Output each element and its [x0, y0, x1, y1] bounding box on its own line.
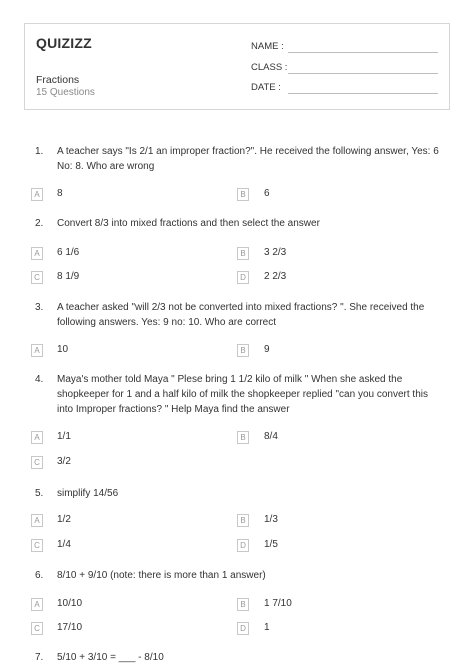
question-number: 1.: [35, 146, 44, 157]
option-text: 1/5: [264, 539, 278, 550]
option-letter-box: A: [31, 247, 43, 260]
option-text: 2 2/3: [264, 271, 287, 282]
option-text: 1/3: [264, 514, 278, 525]
option-text: 1/4: [57, 539, 71, 550]
option-letter-box: D: [237, 622, 249, 635]
option-text: 1/2: [57, 514, 71, 525]
question-text: [57, 144, 447, 174]
question-line: following answers. Yes: 9 no: 10. Who are correct: [57, 317, 277, 328]
option-letter-box: B: [237, 431, 249, 444]
option-text: 1: [264, 622, 270, 633]
option-text: 8 1/9: [57, 271, 80, 282]
option-text: 17/10: [57, 622, 83, 633]
option-letter-box: A: [31, 514, 43, 527]
option-letter-box: C: [31, 456, 43, 469]
option-text: 6 1/6: [57, 247, 80, 258]
option-letter-box: B: [237, 188, 249, 201]
name-line: [288, 52, 438, 53]
question-text: [57, 300, 447, 330]
option-text: 3/2: [57, 456, 71, 467]
option-letter-box: A: [31, 431, 43, 444]
question-number: 2.: [35, 218, 44, 229]
question-text: [57, 216, 447, 231]
question-line: simplify 14/56: [57, 488, 119, 499]
question-text: [57, 568, 447, 583]
question-text: [57, 650, 447, 665]
option-letter-box: D: [237, 539, 249, 552]
option-letter-box: B: [237, 514, 249, 527]
question-line: Convert 8/3 into mixed fractions and then select the answer: [57, 218, 320, 229]
question-line: No: 8. Who are wrong: [57, 161, 155, 172]
date-label: DATE :: [251, 82, 281, 93]
worksheet-subtitle: 15 Questions: [36, 87, 95, 98]
question-line: Maya's mother told Maya " Plese bring 1 1/2 kilo of milk " When she asked the: [57, 374, 403, 385]
option-letter-box: C: [31, 271, 43, 284]
option-text: 1/1: [57, 431, 71, 442]
option-text: 3 2/3: [264, 247, 287, 258]
option-letter-box: A: [31, 344, 43, 357]
option-text: 10/10: [57, 598, 83, 609]
option-letter-box: C: [31, 539, 43, 552]
option-text: 10: [57, 344, 69, 355]
date-line: [288, 93, 438, 94]
question-number: 7.: [35, 652, 44, 663]
worksheet-title: Fractions: [36, 74, 80, 86]
question-line: 5/10 + 3/10 = ___ - 8/10: [57, 652, 164, 663]
class-line: [288, 73, 438, 74]
question-text: [57, 486, 447, 501]
question-number: 5.: [35, 488, 44, 499]
question-line: A teacher says "Is 2/1 an improper fraction?". He received the following answer, Yes: 6: [57, 146, 439, 157]
quizizz-logo: QUIZIZZ: [36, 35, 92, 51]
question-text: [57, 372, 447, 417]
option-text: 9: [264, 344, 270, 355]
option-letter-box: C: [31, 622, 43, 635]
question-number: 4.: [35, 374, 44, 385]
option-text: 8: [57, 188, 63, 199]
option-letter-box: B: [237, 344, 249, 357]
question-line: 8/10 + 9/10 (note: there is more than 1 answer): [57, 570, 266, 581]
option-text: 6: [264, 188, 270, 199]
option-letter-box: B: [237, 598, 249, 611]
option-letter-box: A: [31, 188, 43, 201]
option-letter-box: D: [237, 271, 249, 284]
question-number: 3.: [35, 302, 44, 313]
name-label: NAME :: [251, 41, 284, 52]
question-line: shopkeeper for 1 and a half kilo of milk the shopkeeper replied "can you convert this: [57, 389, 428, 400]
question-number: 6.: [35, 570, 44, 581]
question-line: into Improper fractions? " Help Maya find the answer: [57, 404, 290, 415]
option-text: 1 7/10: [264, 598, 292, 609]
option-text: 8/4: [264, 431, 278, 442]
class-label: CLASS :: [251, 62, 288, 73]
question-line: A teacher asked "will 2/3 not be converted into mixed fractions? ". She received the: [57, 302, 425, 313]
option-letter-box: A: [31, 598, 43, 611]
option-letter-box: B: [237, 247, 249, 260]
